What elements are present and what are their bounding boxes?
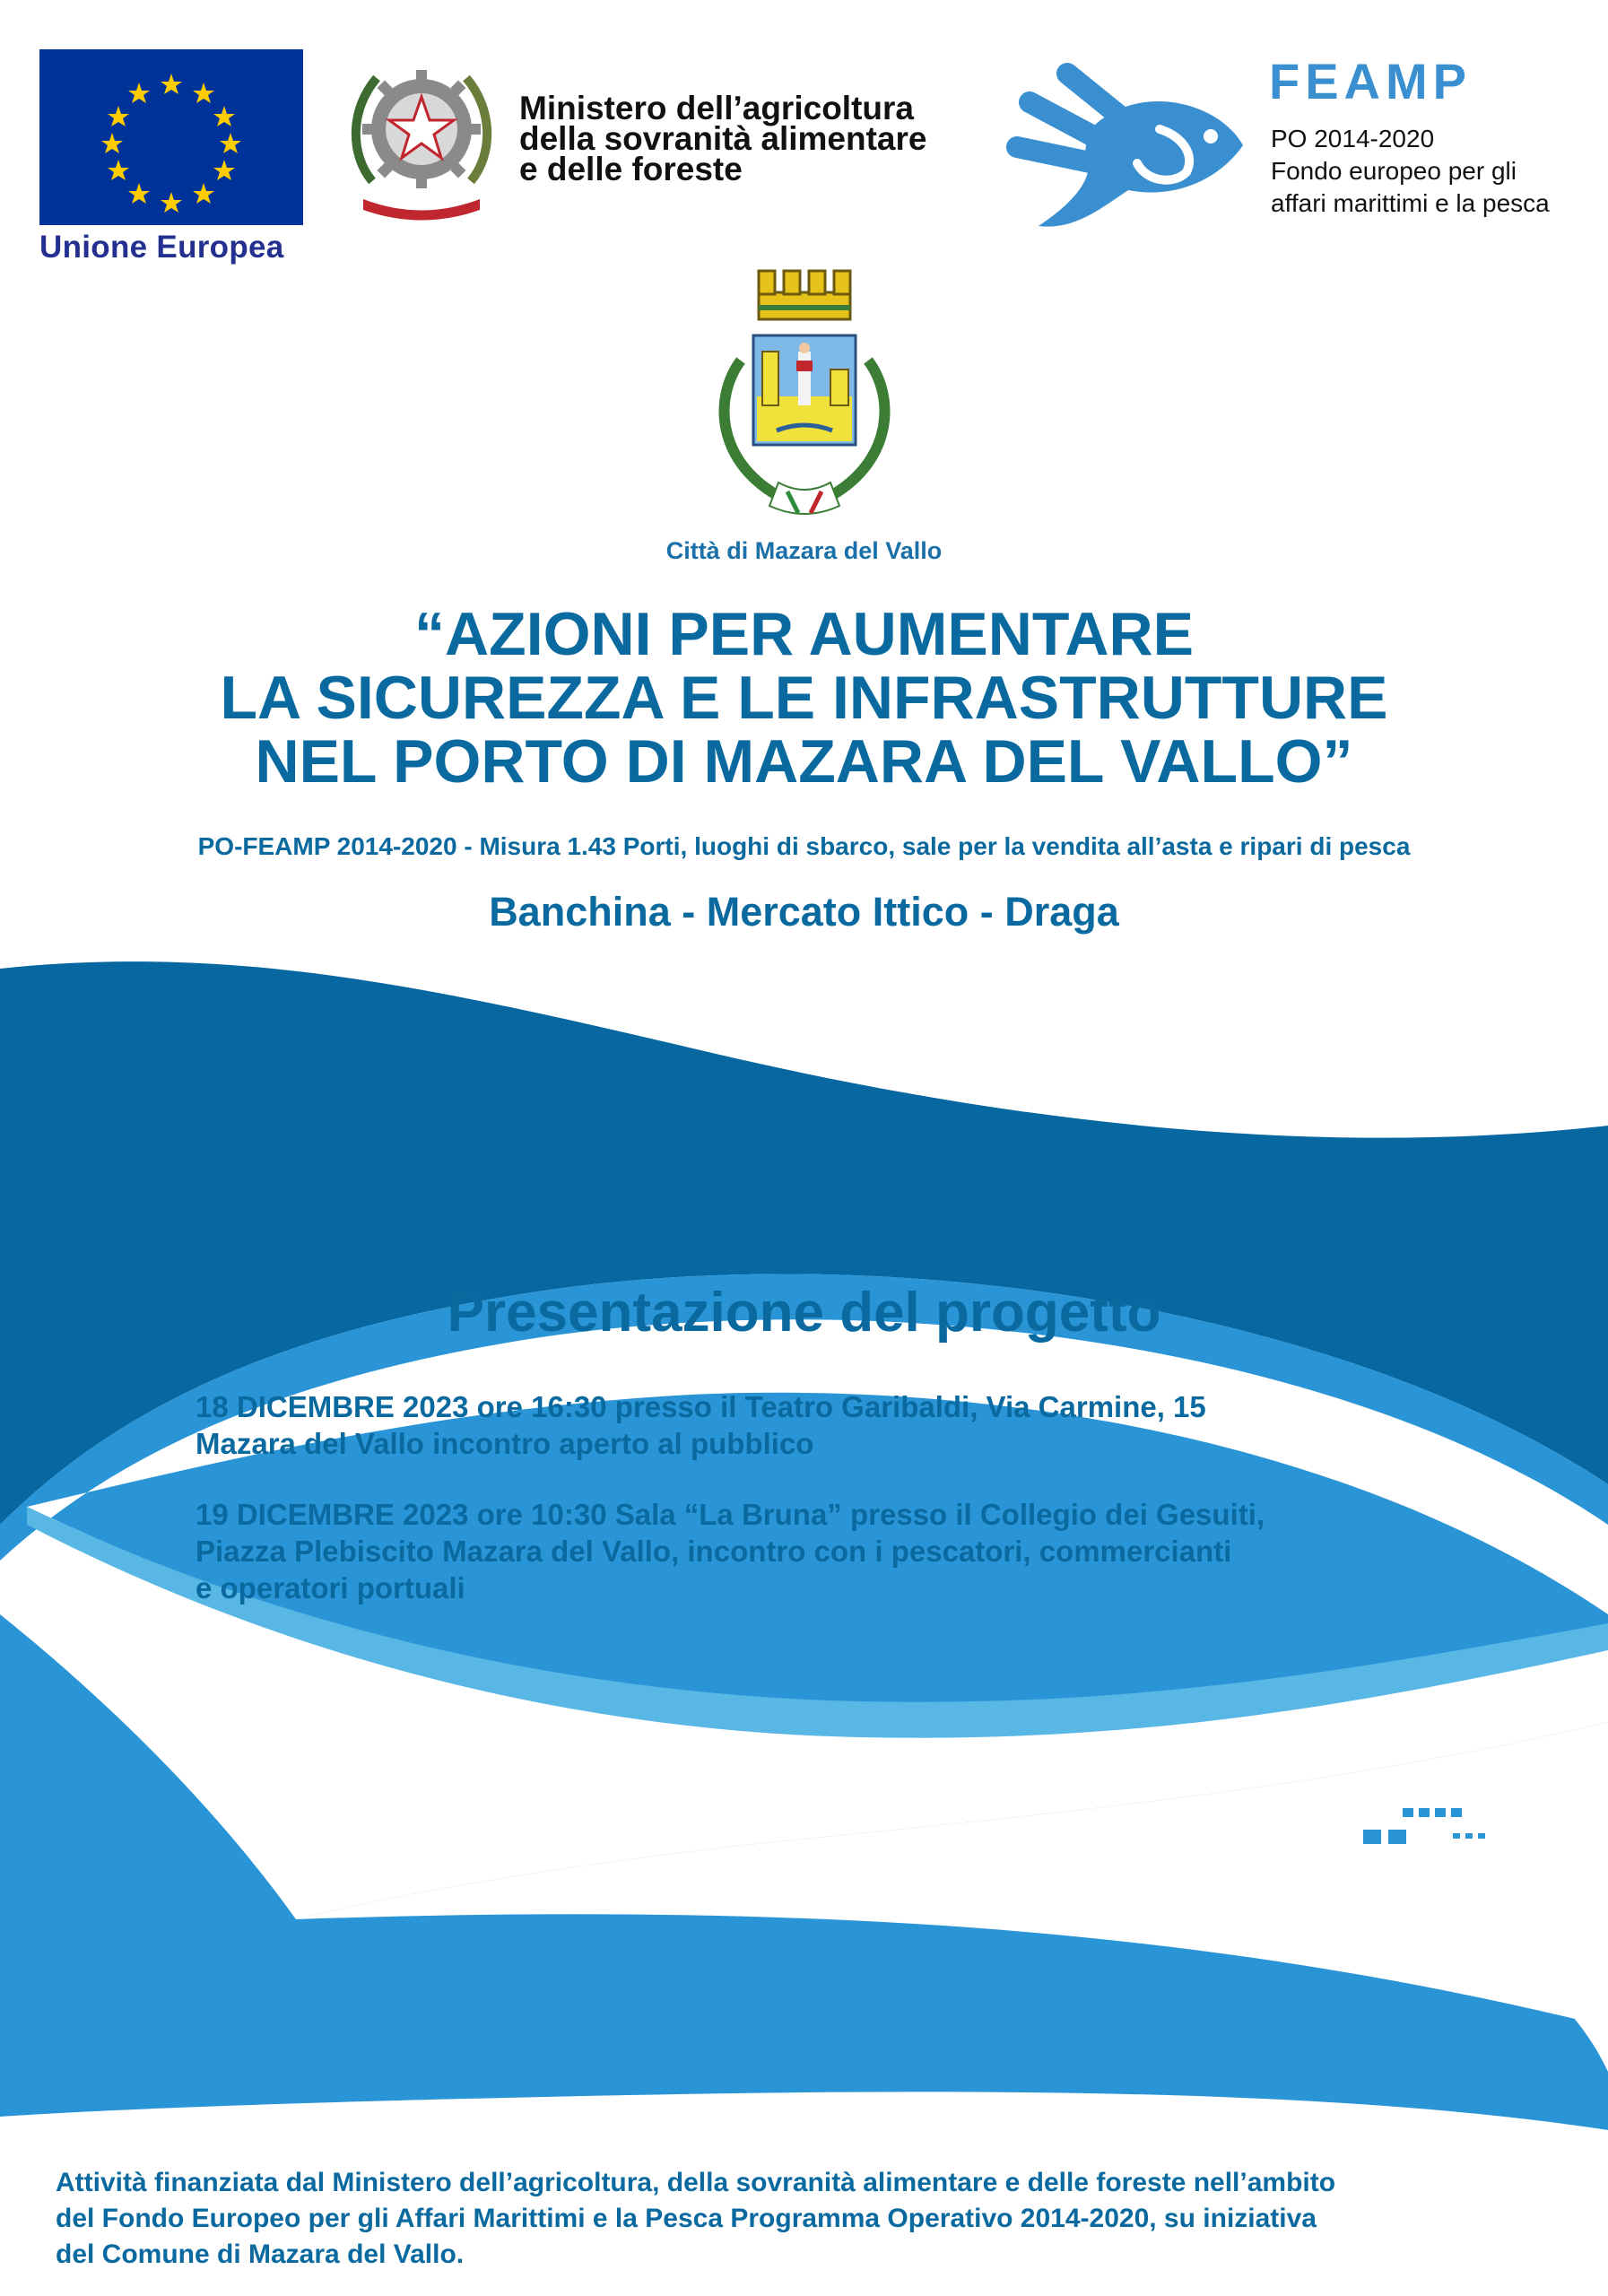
eu-flag [39,49,303,225]
ship-icon [1300,1767,1552,1901]
footer-line: del Fondo Europeo per gli Affari Marittimi e la Pesca Programma Operativo 2014-2020, su iniziativa [56,2204,1317,2233]
feamp-line: affari marittimi e la pesca [1271,189,1550,217]
feamp-line: PO 2014-2020 [1271,125,1435,152]
italian-republic-emblem [345,47,498,226]
eu-label: Unione Europea [39,230,284,265]
eu-flag-icon [39,49,303,225]
feamp-description [1271,123,1550,220]
coat-of-arms-icon [705,262,904,520]
ship-silhouette [1300,1767,1552,1901]
title-line: NEL PORTO DI MAZARA DEL VALLO” [255,727,1353,796]
feamp-line: Fondo europeo per gli [1271,157,1517,185]
event-line: Piazza Plebiscito Mazara del Vallo, incontro con i pescatori, commercianti [196,1535,1232,1568]
ministry-line: e delle foreste [519,151,743,187]
event-line: 19 DICEMBRE 2023 ore 10:30 Sala “La Bruna” presso il Collegio dei Gesuiti, [196,1498,1265,1531]
ministry-name [519,90,927,187]
presentation-heading: Presentazione del progetto [447,1282,1161,1344]
mazara-coat-of-arms [705,262,904,520]
republic-emblem-icon [345,47,498,226]
subtitle: Banchina - Mercato Ittico - Draga [489,889,1119,935]
ministry-line: della sovranità alimentare [519,120,927,157]
funding-footer [56,2165,1335,2273]
footer-line: del Comune di Mazara del Vallo. [56,2239,465,2269]
feamp-hand-fish-icon [1003,47,1254,235]
event-2 [196,1496,1265,1606]
footer-line: Attività finanziata dal Ministero dell’agricoltura, della sovranità alimentare e delle foreste nell’ambito [56,2168,1336,2197]
event-line: Mazara del Vallo incontro aperto al pubblico [196,1427,814,1460]
event-line: 18 DICEMBRE 2023 ore 16:30 presso il Teatro Garibaldi, Via Carmine, 15 [196,1390,1206,1423]
event-1 [196,1388,1206,1462]
feamp-title: FEAMP [1269,53,1472,109]
ministry-line: Ministero dell’agricoltura [519,90,914,126]
city-name: Città di Mazara del Vallo [665,537,943,564]
title-line: “AZIONI PER AUMENTARE [414,600,1194,668]
event-line: e operatori portuali [196,1571,465,1605]
measure-line: PO-FEAMP 2014-2020 - Misura 1.43 Porti, luoghi di sbarco, sale per la vendita all’asta e ripari di pesca [197,832,1411,860]
page-title [0,600,1608,796]
title-line: LA SICUREZZA E LE INFRASTRUTTURE [220,664,1388,732]
feamp-logo [1003,47,1254,235]
